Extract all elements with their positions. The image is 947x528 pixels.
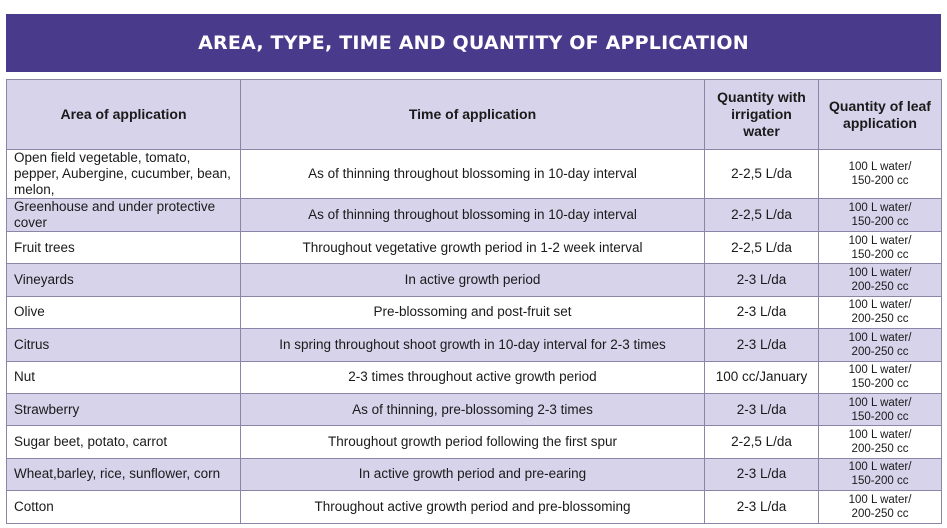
area-cell: Cotton: [7, 491, 241, 523]
leaf-dose-text: 150-200 cc: [851, 475, 909, 488]
table-row: [7, 150, 942, 199]
leaf-water-text: 100 L water/: [848, 202, 912, 214]
time-cell: In active growth period and pre-earing: [241, 458, 705, 490]
irrigation-quantity-cell: 2-3 L/da: [705, 393, 819, 425]
table-row: [7, 426, 942, 458]
leaf-dose-text: 150-200 cc: [851, 175, 909, 187]
area-cell: Nut: [7, 361, 241, 393]
leaf-quantity-cell: [819, 150, 942, 199]
time-cell: 2-3 times throughout active growth period: [241, 361, 705, 393]
table-row: [7, 329, 942, 361]
page-title: AREA, TYPE, TIME AND QUANTITY OF APPLICATION: [6, 14, 941, 72]
area-cell: Fruit trees: [7, 232, 241, 264]
irrigation-quantity-cell: 2-2,5 L/da: [705, 426, 819, 458]
leaf-quantity-cell: [819, 491, 942, 523]
irrigation-quantity-cell: 2-3 L/da: [705, 264, 819, 296]
area-cell: Olive: [7, 296, 241, 328]
irrigation-quantity-cell: 2-3 L/da: [705, 458, 819, 490]
leaf-water-text: 100 L water/: [848, 331, 912, 344]
area-cell: Citrus: [7, 329, 241, 361]
leaf-water-text: 100 L water/: [848, 234, 912, 247]
table-row: [7, 296, 942, 328]
table-header-row: [7, 80, 942, 150]
table-row: [7, 393, 942, 425]
leaf-water-text: 100 L water/: [848, 429, 912, 442]
leaf-dose-text: 150-200 cc: [851, 410, 909, 423]
table-row: [7, 361, 942, 393]
leaf-dose-text: 200-250 cc: [851, 507, 909, 520]
leaf-water-text: 100 L water/: [848, 396, 912, 409]
table-row: [7, 458, 942, 490]
leaf-dose-text: 200-250 cc: [851, 443, 909, 456]
irrigation-quantity-cell: 2-3 L/da: [705, 296, 819, 328]
irrigation-quantity-cell: 2-3 L/da: [705, 329, 819, 361]
leaf-quantity-cell: [819, 361, 942, 393]
leaf-dose-text: 150-200 cc: [851, 378, 909, 391]
table-row: [7, 199, 942, 232]
area-cell: Vineyards: [7, 264, 241, 296]
leaf-quantity-cell: [819, 296, 942, 328]
time-cell: As of thinning throughout blossoming in 10-day interval: [241, 199, 705, 232]
irrigation-quantity-cell: 2-3 L/da: [705, 491, 819, 523]
column-header-leaf: Quantity of leaf application: [819, 80, 942, 150]
area-cell: Sugar beet, potato, carrot: [7, 426, 241, 458]
area-cell: Greenhouse and under protective cover: [7, 199, 241, 232]
time-cell: As of thinning, pre-blossoming 2-3 times: [241, 393, 705, 425]
leaf-dose-text: 150-200 cc: [851, 216, 909, 228]
table-row: [7, 491, 942, 523]
leaf-quantity-cell: [819, 232, 942, 264]
time-cell: Pre-blossoming and post-fruit set: [241, 296, 705, 328]
table-row: [7, 232, 942, 264]
time-cell: As of thinning throughout blossoming in 10-day interval: [241, 150, 705, 199]
column-header-time: Time of application: [241, 80, 705, 150]
irrigation-quantity-cell: 2-2,5 L/da: [705, 199, 819, 232]
leaf-water-text: 100 L water/: [848, 267, 912, 280]
leaf-dose-text: 200-250 cc: [851, 281, 909, 294]
leaf-quantity-cell: [819, 426, 942, 458]
irrigation-quantity-cell: 100 cc/January: [705, 361, 819, 393]
column-header-area: Area of application: [7, 80, 241, 150]
leaf-quantity-cell: [819, 199, 942, 232]
area-cell: Wheat,barley, rice, sunflower, corn: [7, 458, 241, 490]
leaf-water-text: 100 L water/: [848, 161, 912, 173]
leaf-water-text: 100 L water/: [848, 299, 912, 312]
irrigation-quantity-cell: 2-2,5 L/da: [705, 232, 819, 264]
application-table-container: [6, 79, 941, 525]
leaf-quantity-cell: [819, 329, 942, 361]
area-cell: Strawberry: [7, 393, 241, 425]
time-cell: In active growth period: [241, 264, 705, 296]
leaf-dose-text: 150-200 cc: [851, 248, 909, 261]
irrigation-quantity-cell: 2-2,5 L/da: [705, 150, 819, 199]
application-table: [6, 79, 942, 524]
leaf-quantity-cell: [819, 458, 942, 490]
time-cell: Throughout growth period following the first spur: [241, 426, 705, 458]
table-row: [7, 264, 942, 296]
time-cell: In spring throughout shoot growth in 10-day interval for 2-3 times: [241, 329, 705, 361]
leaf-dose-text: 200-250 cc: [851, 313, 909, 326]
area-cell: Open field vegetable, tomato, pepper, Aubergine, cucumber, bean, melon,: [7, 150, 241, 199]
table-body: [7, 150, 942, 524]
leaf-water-text: 100 L water/: [848, 461, 912, 474]
leaf-water-text: 100 L water/: [848, 493, 912, 506]
time-cell: Throughout vegetative growth period in 1-2 week interval: [241, 232, 705, 264]
leaf-quantity-cell: [819, 264, 942, 296]
leaf-water-text: 100 L water/: [848, 364, 912, 377]
time-cell: Throughout active growth period and pre-blossoming: [241, 491, 705, 523]
column-header-irrigation: Quantity with irrigation water: [705, 80, 819, 150]
leaf-quantity-cell: [819, 393, 942, 425]
leaf-dose-text: 200-250 cc: [851, 345, 909, 358]
